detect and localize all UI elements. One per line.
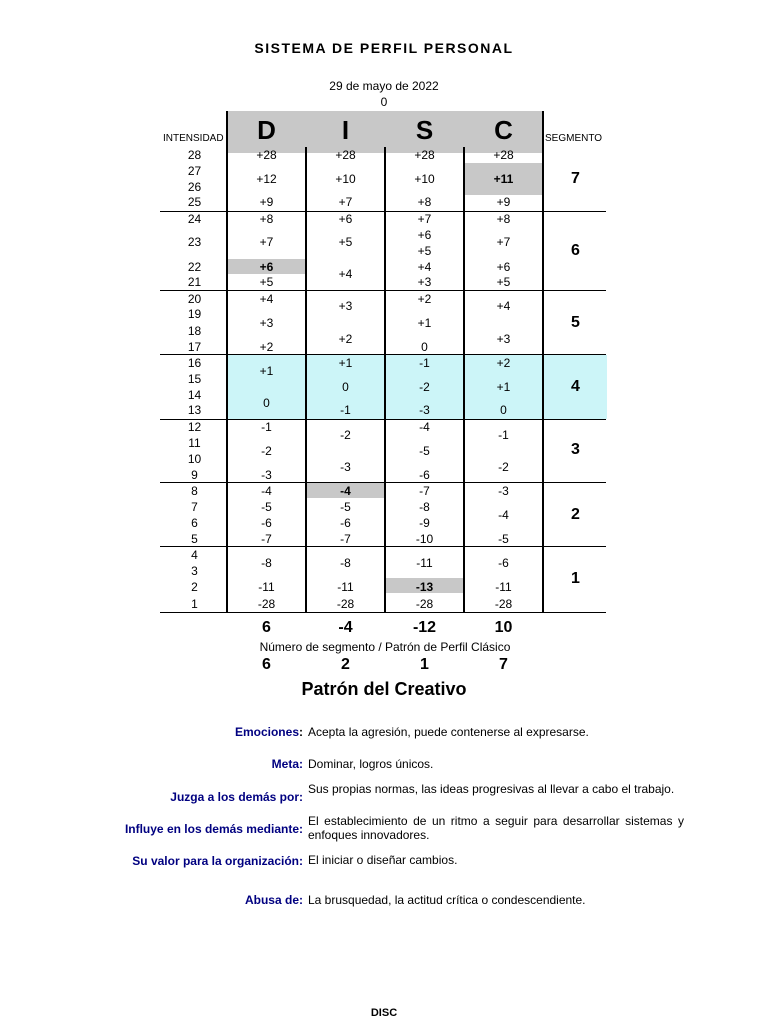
page-title: SISTEMA DE PERFIL PERSONAL: [254, 40, 514, 56]
c-value: -2: [498, 460, 509, 474]
s-value: -7: [419, 484, 430, 498]
c-value-highlighted: +11: [493, 172, 514, 186]
i-value: -3: [340, 460, 351, 474]
judges-text: Sus propias normas, las ideas progresivas al llevar a cabo el trabajo.: [308, 782, 675, 796]
s-value: +1: [417, 316, 432, 330]
pattern-title: Patrón del Creativo: [301, 679, 467, 699]
segment-number: 4: [571, 378, 580, 395]
s-value: -10: [415, 532, 434, 546]
total-d: 6: [262, 619, 271, 636]
intensity-value: 20: [187, 292, 202, 306]
s-value: -8: [419, 500, 430, 514]
c-value: +9: [496, 195, 511, 209]
letter-i: I: [341, 115, 350, 145]
s-value: -28: [415, 597, 434, 611]
d-value: +5: [259, 275, 274, 289]
intensity-value: 13: [187, 403, 202, 417]
d-value: +4: [259, 292, 274, 306]
i-value: +28: [335, 148, 356, 162]
d-value: +9: [259, 195, 274, 209]
d-value: -7: [261, 532, 272, 546]
d-value: +1: [259, 364, 274, 378]
s-value: 0: [421, 340, 428, 354]
c-value: +3: [496, 332, 511, 346]
total-i: -4: [338, 619, 353, 636]
i-value: -7: [340, 532, 351, 546]
segment-number: 5: [571, 314, 580, 331]
c-value: +4: [496, 299, 511, 313]
d-value-highlighted: +6: [259, 260, 274, 274]
c-value: +2: [496, 356, 511, 370]
influences-text: El establecimiento de un ritmo a seguir para desarrollar sistemas y enfoques innovadores.: [308, 814, 684, 842]
intensity-value: 19: [187, 307, 202, 321]
intensity-value: 16: [187, 356, 202, 370]
s-value: +5: [417, 244, 432, 258]
s-value: -4: [419, 420, 430, 434]
c-value: +8: [496, 212, 511, 226]
intensity-header: INTENSIDAD: [163, 133, 224, 144]
intensity-value: 7: [191, 500, 198, 514]
c-value: -1: [498, 428, 509, 442]
goal-label: Meta:: [271, 757, 303, 771]
value-text: El iniciar o diseñar cambios.: [308, 853, 458, 867]
intensity-value: 4: [191, 548, 198, 562]
intensity-value: 2: [191, 580, 198, 594]
intensity-value: 28: [187, 148, 202, 162]
s-value: +8: [417, 195, 432, 209]
emotions-text: Acepta la agresión, puede contenerse al expresarse.: [308, 725, 589, 739]
abuses-label: Abusa de:: [244, 893, 303, 907]
d-value: +8: [259, 212, 274, 226]
i-value: -8: [340, 556, 351, 570]
c-value: +6: [496, 260, 511, 274]
c-value: -6: [498, 556, 509, 570]
d-value: +7: [259, 235, 274, 249]
footer-label: DISC: [370, 1007, 398, 1019]
i-value: +3: [338, 299, 353, 313]
i-value: +4: [338, 267, 353, 281]
d-value: 0: [263, 396, 270, 410]
segment-number: 1: [571, 570, 580, 587]
d-value: -5: [261, 500, 272, 514]
d-value: -8: [261, 556, 272, 570]
intensity-value: 6: [191, 516, 198, 530]
segment-number: 2: [571, 506, 580, 523]
i-value: +2: [338, 332, 353, 346]
i-value: -1: [340, 403, 351, 417]
c-value: +1: [496, 380, 511, 394]
report-date: 29 de mayo de 2022: [329, 79, 439, 93]
c-value: -4: [498, 508, 509, 522]
i-value: +6: [338, 212, 353, 226]
goal-text: Dominar, logros únicos.: [308, 757, 434, 771]
c-value: 0: [500, 403, 507, 417]
s-value: +10: [414, 172, 435, 186]
s-value: -11: [416, 556, 433, 570]
s-value: +28: [414, 148, 435, 162]
intensity-value: 17: [187, 340, 202, 354]
c-value: +5: [496, 275, 511, 289]
d-value: -6: [261, 516, 272, 530]
s-value: +3: [417, 275, 432, 289]
intensity-value: 3: [191, 564, 198, 578]
segment-header: SEGMENTO: [545, 133, 603, 144]
d-value: -28: [257, 597, 276, 611]
d-value: -2: [261, 444, 272, 458]
i-value: -5: [340, 500, 351, 514]
s-value: +2: [417, 292, 432, 306]
i-value: +1: [338, 356, 353, 370]
total-c: 10: [494, 619, 513, 636]
d-value: +28: [256, 148, 277, 162]
judges-label: Juzga a los demás por:: [170, 790, 303, 804]
c-value: -28: [494, 597, 513, 611]
s-value: -5: [419, 444, 430, 458]
d-value: +2: [259, 340, 274, 354]
i-value-highlighted: -4: [340, 484, 351, 498]
i-value: +7: [338, 195, 353, 209]
letter-d: D: [257, 115, 276, 145]
segment-number: 7: [571, 170, 580, 187]
intensity-value: 26: [187, 180, 202, 194]
d-value: -4: [261, 484, 272, 498]
intensity-value: 1: [191, 597, 198, 611]
emotions-label: Emociones:: [234, 725, 303, 739]
i-value: +5: [338, 235, 353, 249]
c-value: +28: [493, 148, 514, 162]
intensity-value: 14: [187, 388, 202, 402]
intensity-value: 24: [187, 212, 202, 226]
c-value: -3: [498, 484, 509, 498]
abuses-text: La brusquedad, la actitud crítica o condescendiente.: [308, 893, 586, 907]
segment-d: 6: [262, 656, 271, 673]
segment-number: 6: [571, 242, 580, 259]
s-value: -6: [419, 468, 430, 482]
d-value: -3: [261, 468, 272, 482]
i-value: +10: [335, 172, 356, 186]
s-value: +6: [417, 228, 432, 242]
intensity-value: 11: [188, 436, 201, 450]
intensity-value: 22: [187, 260, 202, 274]
d-value: -1: [261, 420, 272, 434]
segment-caption: Número de segmento / Patrón de Perfil Clásico: [259, 640, 511, 654]
i-value: -28: [336, 597, 355, 611]
intensity-value: 27: [187, 164, 202, 178]
intensity-value: 23: [187, 235, 202, 249]
s-value: +7: [417, 212, 432, 226]
influences-label: Influye en los demás mediante:: [124, 822, 303, 836]
d-value: +12: [256, 172, 277, 186]
i-value: -11: [337, 580, 354, 594]
intensity-value: 10: [187, 452, 202, 466]
s-value: -3: [419, 403, 430, 417]
value-label: Su valor para la organización:: [132, 854, 303, 868]
intensity-value: 21: [187, 275, 202, 289]
s-value: +4: [417, 260, 432, 274]
intensity-value: 9: [191, 468, 198, 482]
intensity-value: 18: [187, 324, 202, 338]
zero-line: 0: [380, 95, 388, 109]
letter-s: S: [415, 115, 434, 145]
segment-i: 2: [341, 656, 350, 673]
intensity-value: 8: [191, 484, 198, 498]
c-value: -11: [495, 580, 512, 594]
intensity-value: 5: [191, 532, 198, 546]
s-value: -1: [419, 356, 430, 370]
c-value: +7: [496, 235, 511, 249]
s-value: -9: [419, 516, 430, 530]
i-value: -2: [340, 428, 351, 442]
i-value: -6: [340, 516, 351, 530]
d-value: +3: [259, 316, 274, 330]
intensity-value: 12: [187, 420, 202, 434]
s-value: -2: [419, 380, 430, 394]
d-value: -11: [258, 580, 275, 594]
letter-c: C: [494, 115, 513, 145]
intensity-value: 25: [187, 195, 202, 209]
i-value: 0: [342, 380, 349, 394]
total-s: -12: [412, 619, 437, 636]
segment-c: 7: [499, 656, 508, 673]
s-value-highlighted: -13: [415, 580, 434, 594]
segment-number: 3: [571, 441, 580, 458]
segment-s: 1: [420, 656, 429, 673]
intensity-value: 15: [187, 372, 202, 386]
c-value: -5: [498, 532, 509, 546]
